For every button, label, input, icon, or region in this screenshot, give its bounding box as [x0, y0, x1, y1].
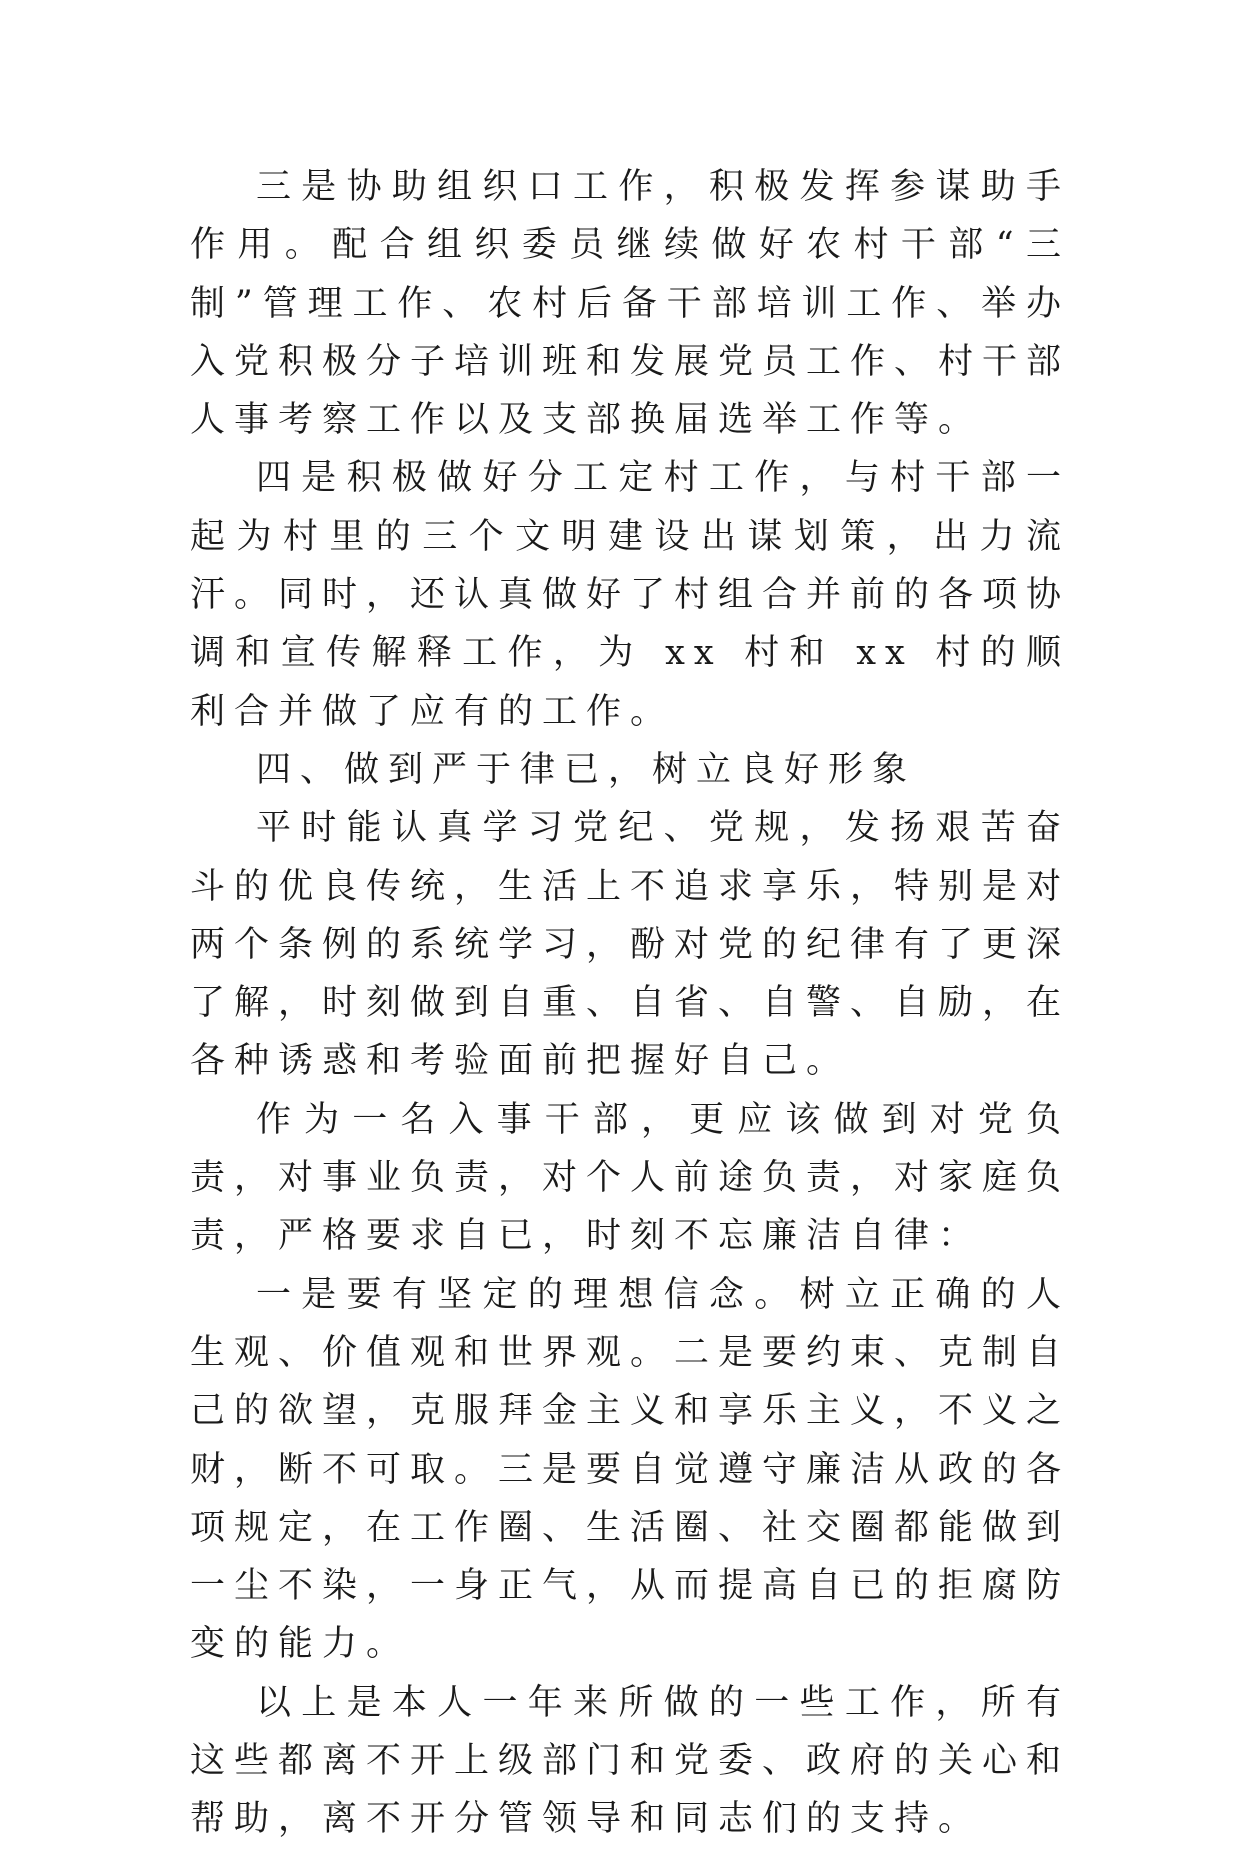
paragraph-party-discipline: 平时能认真学习党纪、党规，发扬艰苦奋斗的优良传统，生活上不追求享乐，特别是对两个条例的系统学习，酚对党的纪律有了更深了解，时刻做到自重、自省、自警、自励，在各种诱惑和考验面前把握好自己。 [190, 808, 1071, 1082]
document-body [190, 158, 1070, 1849]
paragraph-organization-work: 三是协助组织口工作，积极发挥参谋助手作用。配合组织委员继续做好农村干部“三制”管理工作、农村后备干部培训工作、举办入党积极分子培训班和发展党员工作、村干部人事考察工作以及支部换届选举工作等。 [190, 167, 1071, 441]
paragraph-responsibility: 作为一名入事干部，更应该做到对党负责，对事业负责，对个人前途负责，对家庭负责，严格要求自已，时刻不忘廉洁自律： [190, 1099, 1071, 1257]
paragraph-ideals: 一是要有坚定的理想信念。树立正确的人生观、价值观和世界观。二是要约束、克制自己的欲望，克服拜金主义和享乐主义，不义之财，断不可取。三是要自觉遵守廉洁从政的各项规定，在工作圈、生活圈、社交圈都能做到一尘不染，一身正气，从而提高自已的拒腐防变的能力。 [190, 1274, 1071, 1665]
paragraph-village-work: 四是积极做好分工定村工作，与村干部一起为村里的三个文明建设出谋划策，出力流汗。同时，还认真做好了村组合并前的各项协调和宣传解释工作，为 xx 村和 xx 村的顺利合并做了应有的工作。 [190, 458, 1071, 732]
section-heading-self-discipline: 四、做到严于律已，树立良好形象 [256, 749, 917, 790]
paragraph-conclusion: 以上是本人一年来所做的一些工作，所有这些都离不开上级部门和党委、政府的关心和帮助，离不开分管领导和同志们的支持。 [190, 1682, 1071, 1840]
